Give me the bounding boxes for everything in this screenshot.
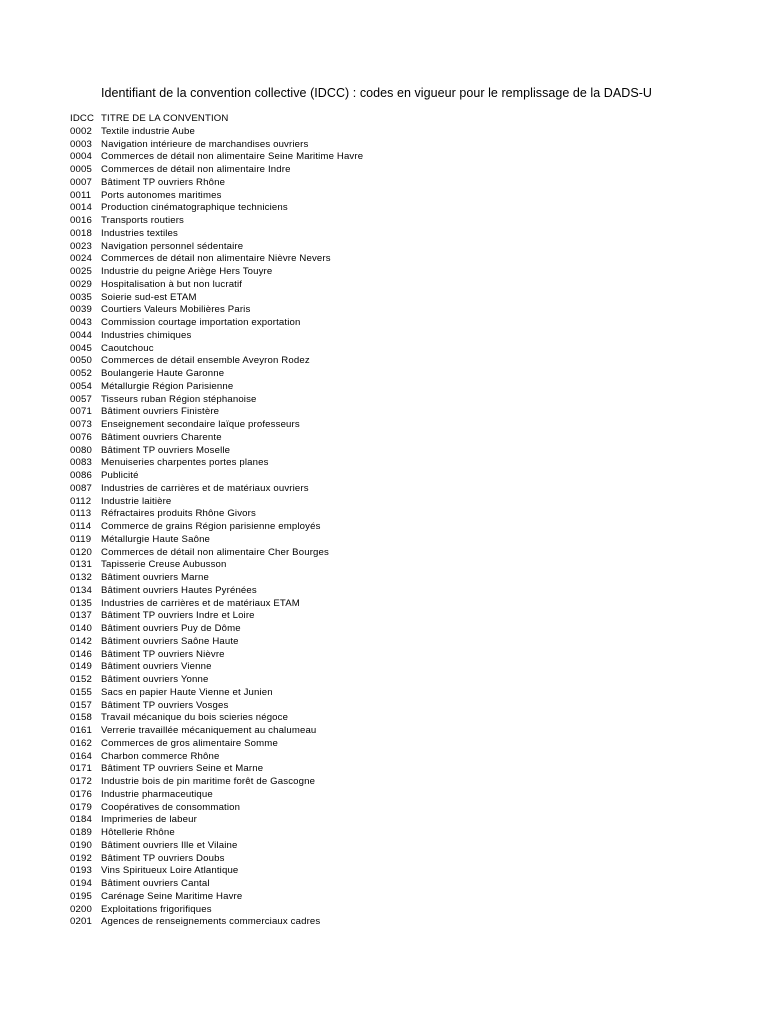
convention-code: 0146 [70, 648, 92, 660]
table-row [70, 432, 363, 445]
convention-title: Bâtiment ouvriers Puy de Dôme [101, 623, 241, 634]
table-row [70, 904, 363, 917]
table-row [70, 610, 363, 623]
table-row [70, 330, 363, 343]
convention-code: 0190 [70, 839, 92, 851]
convention-code: 0162 [70, 737, 92, 749]
convention-code: 0024 [70, 253, 92, 265]
table-row [70, 598, 363, 611]
convention-code: 0137 [70, 610, 92, 622]
table-row [70, 572, 363, 585]
convention-table [70, 113, 363, 929]
table-row [70, 151, 363, 164]
convention-title: Navigation personnel sédentaire [101, 240, 244, 252]
table-row [70, 700, 363, 713]
convention-title: Métallurgie Région Parisienne [101, 380, 234, 392]
convention-title: Bâtiment TP ouvriers Moselle [101, 444, 231, 456]
convention-code: 0132 [70, 572, 92, 583]
convention-title: Courtiers Valeurs Mobilières Paris [101, 304, 251, 316]
convention-code: 0189 [70, 827, 92, 838]
convention-code: 0194 [70, 878, 92, 889]
table-row [70, 406, 363, 419]
table-row [70, 738, 363, 751]
convention-title: Bâtiment ouvriers Cantal [101, 878, 210, 889]
convention-code: 0087 [70, 482, 92, 494]
convention-title: Bâtiment ouvriers Marne [101, 572, 209, 583]
convention-code: 0114 [70, 521, 92, 532]
convention-title: Bâtiment TP ouvriers Indre et Loire [101, 610, 255, 622]
convention-title: Industries chimiques [101, 329, 192, 341]
table-row [70, 521, 363, 534]
convention-code: 0043 [70, 317, 92, 328]
table-row [70, 827, 363, 840]
convention-title: Commerces de détail non alimentaire Nièvre Nevers [101, 253, 331, 265]
convention-code: 0201 [70, 916, 92, 928]
convention-title: Bâtiment TP ouvriers Nièvre [101, 648, 225, 660]
convention-code: 0193 [70, 865, 92, 877]
convention-title: Industries textiles [101, 227, 178, 239]
convention-code: 0023 [70, 240, 92, 252]
convention-code: 0080 [70, 444, 92, 456]
convention-title: Hospitalisation à but non lucratif [101, 278, 243, 290]
convention-code: 0086 [70, 470, 92, 481]
convention-title: Bâtiment ouvriers Hautes Pyrénées [101, 584, 257, 596]
table-row [70, 394, 363, 407]
convention-title: Commerces de détail non alimentaire Indre [101, 164, 291, 175]
convention-code: 0142 [70, 635, 92, 647]
convention-code: 0161 [70, 725, 92, 736]
convention-code: 0007 [70, 176, 92, 188]
convention-title: Industrie du peigne Ariège Hers Touyre [101, 266, 273, 277]
convention-title: Industries de carrières et de matériaux ouvriers [101, 482, 309, 494]
convention-code: 0073 [70, 419, 92, 430]
table-row [70, 687, 363, 700]
convention-title: Tapisserie Creuse Aubusson [101, 559, 227, 571]
table-row [70, 853, 363, 866]
convention-title: Vins Spiritueux Loire Atlantique [101, 865, 239, 877]
convention-title: Commerces de détail non alimentaire Seine Maritime Havre [101, 151, 364, 163]
table-row [70, 126, 363, 139]
table-row [70, 177, 363, 190]
convention-code: 0071 [70, 406, 92, 418]
convention-title: Industrie laitière [101, 495, 172, 507]
convention-code: 0039 [70, 304, 92, 316]
convention-title: Ports autonomes maritimes [101, 189, 222, 201]
convention-code: 0025 [70, 266, 92, 277]
table-row [70, 534, 363, 547]
convention-title: Travail mécanique du bois scieries négoce [101, 712, 289, 724]
table-row [70, 763, 363, 776]
table-row [70, 891, 363, 904]
convention-title: Bâtiment TP ouvriers Vosges [101, 699, 229, 711]
table-row [70, 279, 363, 292]
convention-code: 0076 [70, 431, 92, 443]
convention-code: 0113 [70, 508, 92, 520]
convention-title: Industrie pharmaceutique [101, 788, 213, 800]
table-row [70, 585, 363, 598]
convention-title: Publicité [101, 470, 139, 481]
convention-title: Bâtiment ouvriers Vienne [101, 661, 212, 673]
convention-code: 0029 [70, 278, 92, 290]
table-row [70, 292, 363, 305]
convention-code: 0157 [70, 699, 92, 711]
convention-code: 0002 [70, 125, 92, 137]
convention-title: Enseignement secondaire laïque professeurs [101, 419, 300, 430]
table-row [70, 636, 363, 649]
convention-code: 0052 [70, 368, 92, 379]
convention-title: Agences de renseignements commerciaux cadres [101, 916, 321, 928]
convention-title: Boulangerie Haute Garonne [101, 368, 225, 379]
convention-code: 0195 [70, 890, 92, 902]
table-row [70, 317, 363, 330]
convention-code: 0003 [70, 138, 92, 150]
table-row [70, 483, 363, 496]
table-row [70, 253, 363, 266]
convention-title: Navigation intérieure de marchandises ouvriers [101, 138, 309, 150]
convention-code: 0120 [70, 546, 92, 558]
convention-title: Exploitations frigorifiques [101, 903, 212, 915]
convention-title: Charbon commerce Rhône [101, 750, 220, 762]
table-row [70, 190, 363, 203]
convention-title: Production cinématographique techniciens [101, 202, 288, 214]
convention-code: 0179 [70, 801, 92, 813]
table-row [70, 751, 363, 764]
table-row [70, 559, 363, 572]
convention-code: 0005 [70, 164, 92, 175]
table-row [70, 496, 363, 509]
table-row [70, 661, 363, 674]
convention-title: Bâtiment TP ouvriers Rhône [101, 176, 226, 188]
convention-title: Bâtiment ouvriers Saône Haute [101, 635, 239, 647]
convention-code: 0131 [70, 559, 92, 571]
convention-title: Menuiseries charpentes portes planes [101, 457, 269, 469]
table-row [70, 649, 363, 662]
header-code: IDCC [70, 113, 95, 124]
table-row [70, 916, 363, 929]
convention-code: 0011 [70, 189, 92, 201]
convention-code: 0172 [70, 776, 92, 787]
convention-code: 0112 [70, 495, 92, 507]
convention-title: Tisseurs ruban Région stéphanoise [101, 393, 257, 405]
table-row [70, 139, 363, 152]
convention-code: 0192 [70, 852, 92, 864]
table-row [70, 241, 363, 254]
convention-title: Industries de carrières et de matériaux ETAM [101, 597, 300, 609]
table-row [70, 457, 363, 470]
table-row [70, 674, 363, 687]
convention-code: 0054 [70, 380, 92, 392]
table-row [70, 445, 363, 458]
convention-code: 0018 [70, 227, 92, 239]
convention-code: 0134 [70, 584, 92, 596]
table-row [70, 164, 363, 177]
document-title: Identifiant de la convention collective (IDCC) : codes en vigueur pour le remplissage de la DADS-U [101, 86, 652, 100]
convention-title: Textile industrie Aube [101, 125, 195, 137]
table-row [70, 355, 363, 368]
convention-code: 0119 [70, 533, 92, 545]
convention-title: Bâtiment TP ouvriers Doubs [101, 852, 225, 864]
convention-code: 0083 [70, 457, 92, 469]
table-row [70, 202, 363, 215]
table-row [70, 776, 363, 789]
table-row [70, 802, 363, 815]
convention-title: Hôtellerie Rhône [101, 827, 175, 838]
convention-title: Commerce de grains Région parisienne employés [101, 521, 321, 532]
convention-title: Soierie sud-est ETAM [101, 291, 197, 303]
convention-code: 0050 [70, 355, 92, 367]
convention-title: Réfractaires produits Rhône Givors [101, 508, 256, 520]
convention-code: 0171 [70, 763, 92, 775]
convention-title: Industrie bois de pin maritime forêt de Gascogne [101, 776, 316, 787]
table-row [70, 368, 363, 381]
table-row [70, 304, 363, 317]
convention-code: 0176 [70, 788, 92, 800]
table-row [70, 865, 363, 878]
table-row [70, 840, 363, 853]
table-row [70, 623, 363, 636]
convention-title: Caoutchouc [101, 342, 154, 354]
convention-code: 0164 [70, 750, 92, 762]
convention-code: 0158 [70, 712, 92, 724]
table-row [70, 470, 363, 483]
table-row [70, 215, 363, 228]
convention-title: Commerces de détail non alimentaire Cher Bourges [101, 546, 329, 558]
convention-title: Coopératives de consommation [101, 801, 241, 813]
convention-title: Métallurgie Haute Saône [101, 533, 211, 545]
convention-code: 0200 [70, 903, 92, 915]
table-row [70, 228, 363, 241]
convention-code: 0184 [70, 814, 92, 826]
table-row [70, 508, 363, 521]
convention-code: 0045 [70, 342, 92, 354]
convention-code: 0057 [70, 393, 92, 405]
table-row [70, 547, 363, 560]
convention-title: Transports routiers [101, 215, 185, 226]
table-body [70, 126, 363, 929]
table-row [70, 814, 363, 827]
convention-code: 0140 [70, 623, 92, 634]
table-row [70, 343, 363, 356]
convention-title: Imprimeries de labeur [101, 814, 197, 826]
convention-code: 0135 [70, 597, 92, 609]
table-row [70, 878, 363, 891]
convention-title: Bâtiment ouvriers Charente [101, 431, 222, 443]
convention-code: 0155 [70, 686, 92, 698]
convention-code: 0035 [70, 291, 92, 303]
convention-code: 0044 [70, 329, 92, 341]
table-row [70, 381, 363, 394]
table-header-row [70, 113, 363, 126]
convention-title: Bâtiment TP ouvriers Seine et Marne [101, 763, 264, 775]
convention-code: 0152 [70, 674, 92, 685]
convention-code: 0014 [70, 202, 92, 214]
convention-title: Bâtiment ouvriers Finistère [101, 406, 220, 418]
table-row [70, 266, 363, 279]
header-title: TITRE DE LA CONVENTION [101, 113, 229, 124]
convention-title: Commerces de détail ensemble Aveyron Rodez [101, 355, 310, 367]
table-row [70, 789, 363, 802]
convention-code: 0004 [70, 151, 92, 163]
table-row [70, 725, 363, 738]
convention-title: Verrerie travaillée mécaniquement au chalumeau [101, 725, 317, 736]
convention-title: Carénage Seine Maritime Havre [101, 890, 243, 902]
table-row [70, 712, 363, 725]
convention-title: Bâtiment ouvriers Ille et Vilaine [101, 839, 238, 851]
convention-title: Sacs en papier Haute Vienne et Junien [101, 686, 273, 698]
convention-title: Commerces de gros alimentaire Somme [101, 737, 278, 749]
convention-code: 0149 [70, 661, 92, 673]
convention-title: Commission courtage importation exportation [101, 317, 301, 328]
table-row [70, 419, 363, 432]
convention-code: 0016 [70, 215, 92, 226]
convention-title: Bâtiment ouvriers Yonne [101, 674, 209, 685]
